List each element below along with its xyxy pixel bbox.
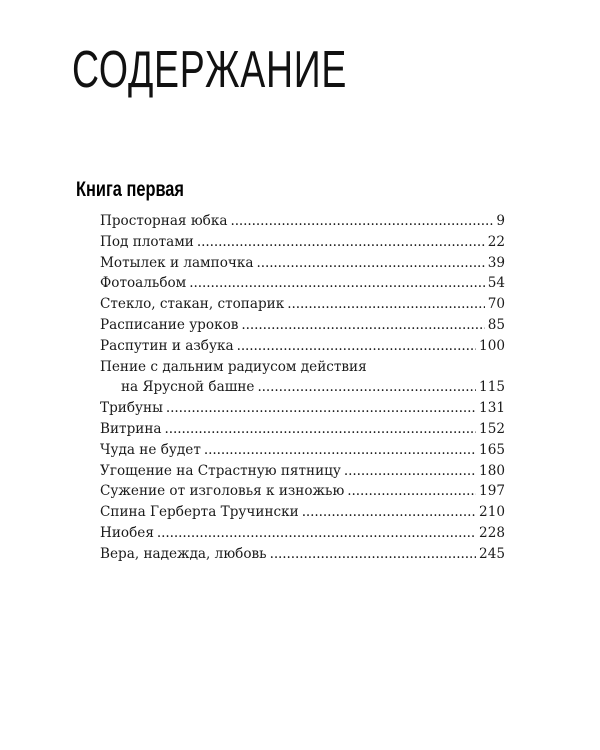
entry-title: Пение с дальним радиусом действия: [100, 358, 367, 375]
dot-leader: [230, 211, 493, 232]
dot-leader: [270, 544, 476, 565]
toc-entry: [100, 440, 505, 461]
toc-entry: [100, 357, 505, 399]
toc-entry: [100, 419, 505, 440]
entry-page-number: 115: [479, 379, 505, 396]
toc-entry: [100, 211, 505, 232]
dot-leader: [347, 481, 476, 502]
entry-title: Вера, надежда, любовь: [100, 545, 267, 562]
dot-leader: [197, 232, 485, 253]
dot-leader: [287, 294, 484, 315]
entry-page-number: 70: [487, 296, 505, 313]
entry-title: Расписание уроков: [100, 316, 239, 333]
toc-entry: [100, 336, 505, 357]
section-heading: Книга первая: [76, 178, 184, 201]
dot-leader: [344, 461, 476, 482]
dot-leader: [256, 253, 484, 274]
entry-title: Ниобея: [100, 524, 154, 541]
entry-title: Распутин и азбука: [100, 337, 234, 354]
entry-page-number: 210: [479, 504, 505, 521]
entry-title: Чуда не будет: [100, 441, 201, 458]
entry-page-number: 245: [479, 545, 505, 562]
entry-page-number: 152: [479, 420, 505, 437]
entry-title: Мотылек и лампочка: [100, 254, 254, 271]
dot-leader: [241, 315, 484, 336]
entry-title: Стекло, стакан, стопарик: [100, 296, 285, 313]
dot-leader: [157, 523, 476, 544]
table-of-contents: [100, 211, 505, 565]
entry-title: Витрина: [100, 420, 162, 437]
entry-page-number: 131: [479, 400, 505, 417]
page-title: СОДЕРЖАНИЕ: [72, 41, 348, 99]
toc-entry: [100, 461, 505, 482]
toc-entry: [100, 502, 505, 523]
entry-page-number: 180: [479, 462, 505, 479]
toc-entry: [100, 398, 505, 419]
toc-entry: [100, 315, 505, 336]
entry-page-number: 165: [479, 441, 505, 458]
toc-entry: [100, 294, 505, 315]
entry-title: Спина Герберта Тручински: [100, 504, 299, 521]
entry-page-number: 54: [487, 275, 505, 292]
toc-entry: [100, 253, 505, 274]
toc-entry: [100, 523, 505, 544]
entry-title: Сужение от изголовья к изножью: [100, 483, 345, 500]
dot-leader: [257, 377, 476, 398]
toc-entry: [100, 273, 505, 294]
entry-title: Фотоальбом: [100, 275, 187, 292]
dot-leader: [237, 336, 476, 357]
entry-page-number: 9: [496, 213, 505, 229]
entry-title: Под плотами: [100, 233, 194, 250]
entry-title-continuation: на Ярусной башне: [121, 379, 255, 396]
entry-title: Просторная юбка: [100, 213, 228, 229]
entry-page-number: 85: [487, 316, 505, 333]
dot-leader: [302, 502, 476, 523]
entry-page-number: 22: [487, 233, 505, 250]
entry-page-number: 39: [487, 254, 505, 271]
toc-entry: [100, 544, 505, 565]
toc-entry: [100, 481, 505, 502]
entry-title: Угощение на Страстную пятницу: [100, 462, 341, 479]
dot-leader: [165, 419, 477, 440]
dot-leader: [189, 273, 484, 294]
toc-entry: [100, 232, 505, 253]
entry-page-number: 100: [479, 337, 505, 354]
dot-leader: [166, 398, 476, 419]
entry-page-number: 228: [479, 524, 505, 541]
entry-title: Трибуны: [100, 400, 163, 417]
dot-leader: [204, 440, 476, 461]
entry-page-number: 197: [479, 483, 505, 500]
